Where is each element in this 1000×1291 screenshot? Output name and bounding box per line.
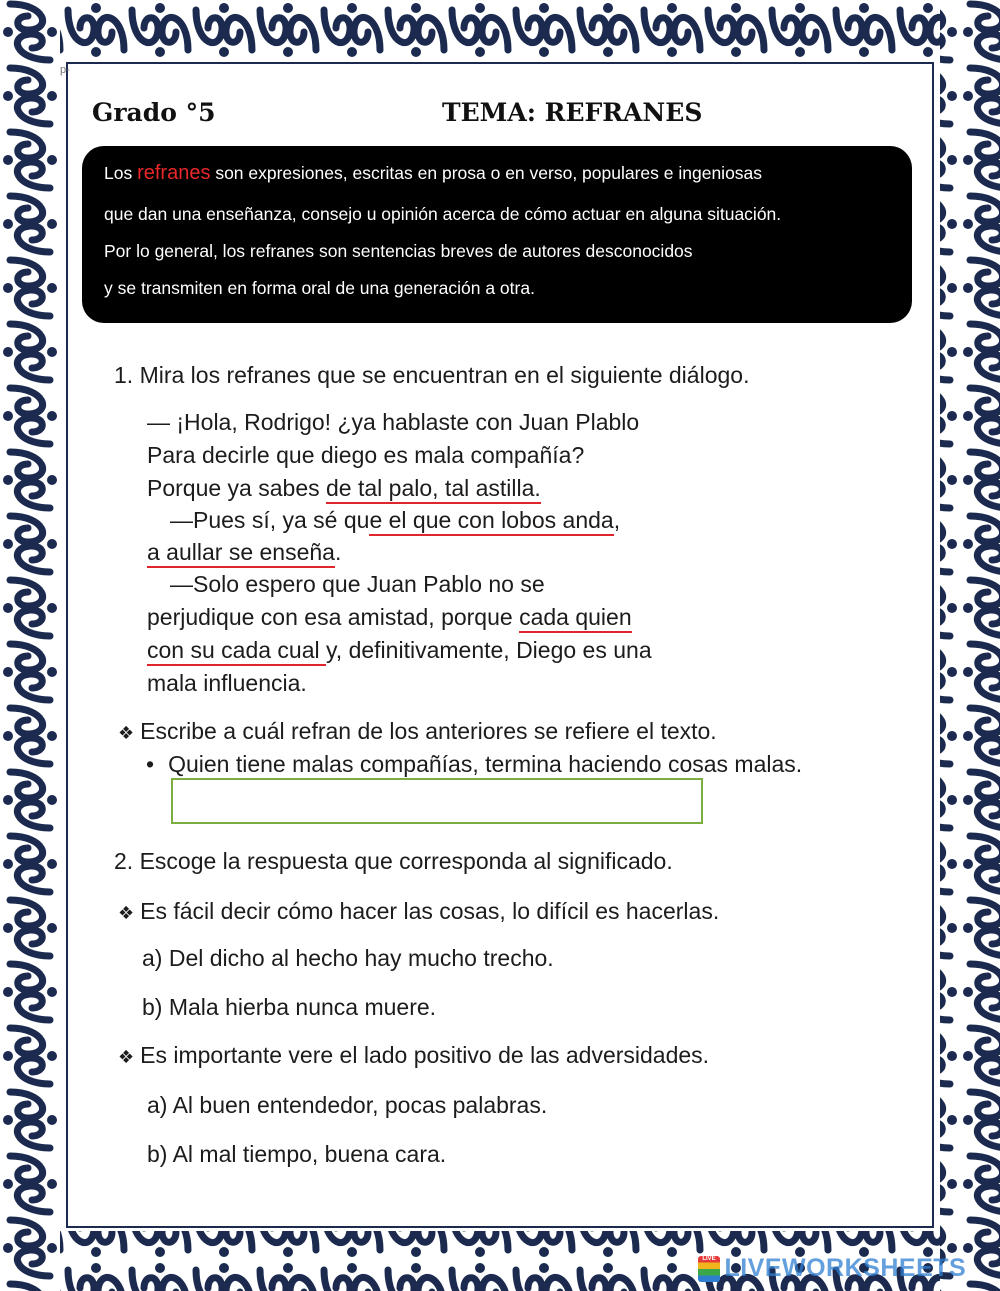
dialogue-line: con su cada cual y, definitivamente, Diego es una <box>147 637 652 664</box>
underlined-refran: cada quien <box>519 604 632 633</box>
question-1-prompt: 1. Mira los refranes que se encuentran en el siguiente diálogo. <box>114 362 750 388</box>
option-a[interactable]: a) Al buen entendedor, pocas palabras. <box>147 1092 548 1118</box>
instruction: ❖ Escribe a cuál refran de los anteriores se refiere el texto. <box>118 718 717 744</box>
dialogue-line: a aullar se enseña. <box>147 539 341 566</box>
dot-bullet-icon: • <box>146 751 155 777</box>
diamond-bullet-icon: ❖ <box>118 903 135 923</box>
dialogue-line: —Pues sí, ya sé que el que con lobos anda, <box>170 507 620 534</box>
question-2-prompt: 2. Escoge la respuesta que corresponda al significado. <box>114 848 673 874</box>
dialogue-line: Porque ya sabes de tal palo, tal astilla. <box>147 475 541 502</box>
grade-label: Grado °5 <box>92 98 216 127</box>
underlined-refran: de tal palo, tal astilla. <box>326 475 541 504</box>
option-a[interactable]: a) Del dicho al hecho hay mucho trecho. <box>142 945 554 971</box>
question-2-item: ❖ Es fácil decir cómo hacer las cosas, lo difícil es hacerlas. <box>118 898 720 924</box>
logo-icon: LIVE <box>698 1256 720 1282</box>
definition-line-3: Por lo general, los refranes son sentencias breves de autores desconocidos <box>104 241 693 261</box>
diamond-bullet-icon: ❖ <box>118 723 135 743</box>
topic-title: TEMA: REFRANES <box>442 98 703 127</box>
page-mark: p- <box>60 64 70 76</box>
dialogue-line: Para decirle que diego es mala compañía? <box>147 442 585 468</box>
dialogue-line: — ¡Hola, Rodrigo! ¿ya hablaste con Juan Plablo <box>147 409 640 435</box>
underlined-refran: a aullar se enseña <box>147 539 335 568</box>
dialogue-line: perjudique con esa amistad, porque cada quien <box>147 604 632 631</box>
definition-line-1: Los refranes son expresiones, escritas en prosa o en verso, populares e ingeniosas <box>104 162 763 184</box>
highlight-word: refranes <box>137 162 211 184</box>
dialogue-line: mala influencia. <box>147 670 307 696</box>
option-b[interactable]: b) Mala hierba nunca muere. <box>142 994 437 1020</box>
answer-input[interactable] <box>171 778 703 824</box>
definition-box <box>82 146 912 323</box>
diamond-bullet-icon: ❖ <box>118 1047 135 1067</box>
dialogue-line: —Solo espero que Juan Pablo no se <box>170 571 545 597</box>
question-2-item: ❖ Es importante vere el lado positivo de las adversidades. <box>118 1042 710 1068</box>
statement: • Quien tiene malas compañías, termina haciendo cosas malas. <box>146 751 803 777</box>
underlined-refran: e el que con lobos anda <box>369 507 613 536</box>
liveworksheets-logo <box>698 1254 966 1284</box>
definition-line-2: que dan una enseñanza, consejo u opinión acerca de cómo actuar en alguna situación. <box>104 204 782 224</box>
option-b[interactable]: b) Al mal tiempo, buena cara. <box>147 1141 447 1167</box>
underlined-refran: con su cada cual <box>147 637 326 666</box>
definition-line-4: y se transmiten en forma oral de una generación a otra. <box>104 278 535 298</box>
brand-name: LIVEWORKSHEETS <box>724 1254 967 1282</box>
